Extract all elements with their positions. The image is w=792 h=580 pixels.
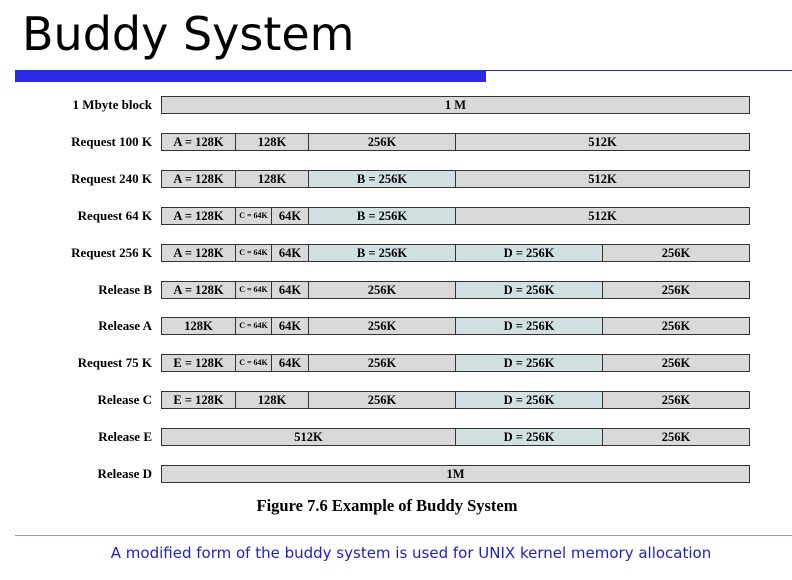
memory-block: A = 128K <box>161 244 236 262</box>
memory-block: 256K <box>308 391 456 409</box>
memory-block: 128K <box>161 317 236 335</box>
memory-row <box>162 391 750 409</box>
memory-row <box>162 465 750 483</box>
allocated-block: B = 256K <box>308 207 456 225</box>
memory-block: C = 64K <box>235 244 272 262</box>
memory-row <box>162 354 750 372</box>
allocated-block: D = 256K <box>455 428 603 446</box>
memory-block: 128K <box>235 133 309 151</box>
memory-block: E = 128K <box>161 391 236 409</box>
memory-row <box>162 170 750 188</box>
memory-block: 1M <box>161 465 750 483</box>
allocated-block: B = 256K <box>308 244 456 262</box>
memory-block: 256K <box>308 133 456 151</box>
memory-block: 512K <box>161 428 456 446</box>
row-label: Request 75 K <box>77 355 152 370</box>
memory-block: A = 128K <box>161 133 236 151</box>
row-label: Release D <box>97 466 152 481</box>
memory-block: C = 64K <box>235 317 272 335</box>
memory-block: A = 128K <box>161 281 236 299</box>
memory-block: 64K <box>271 317 309 335</box>
memory-block: 256K <box>308 281 456 299</box>
memory-row <box>162 207 750 225</box>
memory-block: C = 64K <box>235 207 272 225</box>
allocated-block: D = 256K <box>455 281 603 299</box>
memory-block: 256K <box>308 354 456 372</box>
row-label: Request 256 K <box>71 245 152 260</box>
memory-block: 128K <box>235 170 309 188</box>
figure-caption: Figure 7.6 Example of Buddy System <box>256 496 518 515</box>
row-label: Request 64 K <box>77 208 152 223</box>
memory-row <box>162 244 750 262</box>
memory-block: 256K <box>308 317 456 335</box>
row-label: Request 100 K <box>71 134 152 149</box>
row-label: Request 240 K <box>71 171 152 186</box>
memory-block: A = 128K <box>161 207 236 225</box>
slide-title: Buddy System <box>22 7 355 61</box>
memory-block: C = 64K <box>235 354 272 372</box>
allocated-block: D = 256K <box>455 391 603 409</box>
row-label: Release A <box>98 318 152 333</box>
memory-row <box>162 428 750 446</box>
allocated-block: D = 256K <box>455 317 603 335</box>
memory-block: 256K <box>602 317 750 335</box>
memory-block: 128K <box>235 391 309 409</box>
title-underline-thick <box>15 70 486 82</box>
memory-block: 256K <box>602 428 750 446</box>
memory-block: E = 128K <box>161 354 236 372</box>
footer-separator <box>15 535 792 536</box>
row-label: Release E <box>98 429 152 444</box>
title-underline-thin <box>486 70 792 71</box>
memory-block: 256K <box>602 391 750 409</box>
memory-row <box>162 317 750 335</box>
memory-block: 256K <box>602 354 750 372</box>
memory-block: A = 128K <box>161 170 236 188</box>
memory-row <box>162 133 750 151</box>
memory-row <box>162 281 750 299</box>
memory-block: 64K <box>271 281 309 299</box>
memory-block: 64K <box>271 244 309 262</box>
allocated-block: B = 256K <box>308 170 456 188</box>
memory-block: 512K <box>455 207 750 225</box>
memory-block: 64K <box>271 207 309 225</box>
allocated-block: D = 256K <box>455 244 603 262</box>
row-label: 1 Mbyte block <box>72 97 152 112</box>
row-label: Release B <box>98 282 152 297</box>
memory-block: 512K <box>455 170 750 188</box>
memory-block: 64K <box>271 354 309 372</box>
memory-row <box>162 96 750 114</box>
footer-text: A modified form of the buddy system is used for UNIX kernel memory allocation <box>110 544 712 562</box>
memory-block: 1 M <box>161 96 750 114</box>
memory-block: 256K <box>602 244 750 262</box>
allocated-block: D = 256K <box>455 354 603 372</box>
memory-block: 256K <box>602 281 750 299</box>
memory-block: C = 64K <box>235 281 272 299</box>
memory-block: 512K <box>455 133 750 151</box>
row-label: Release C <box>97 392 152 407</box>
